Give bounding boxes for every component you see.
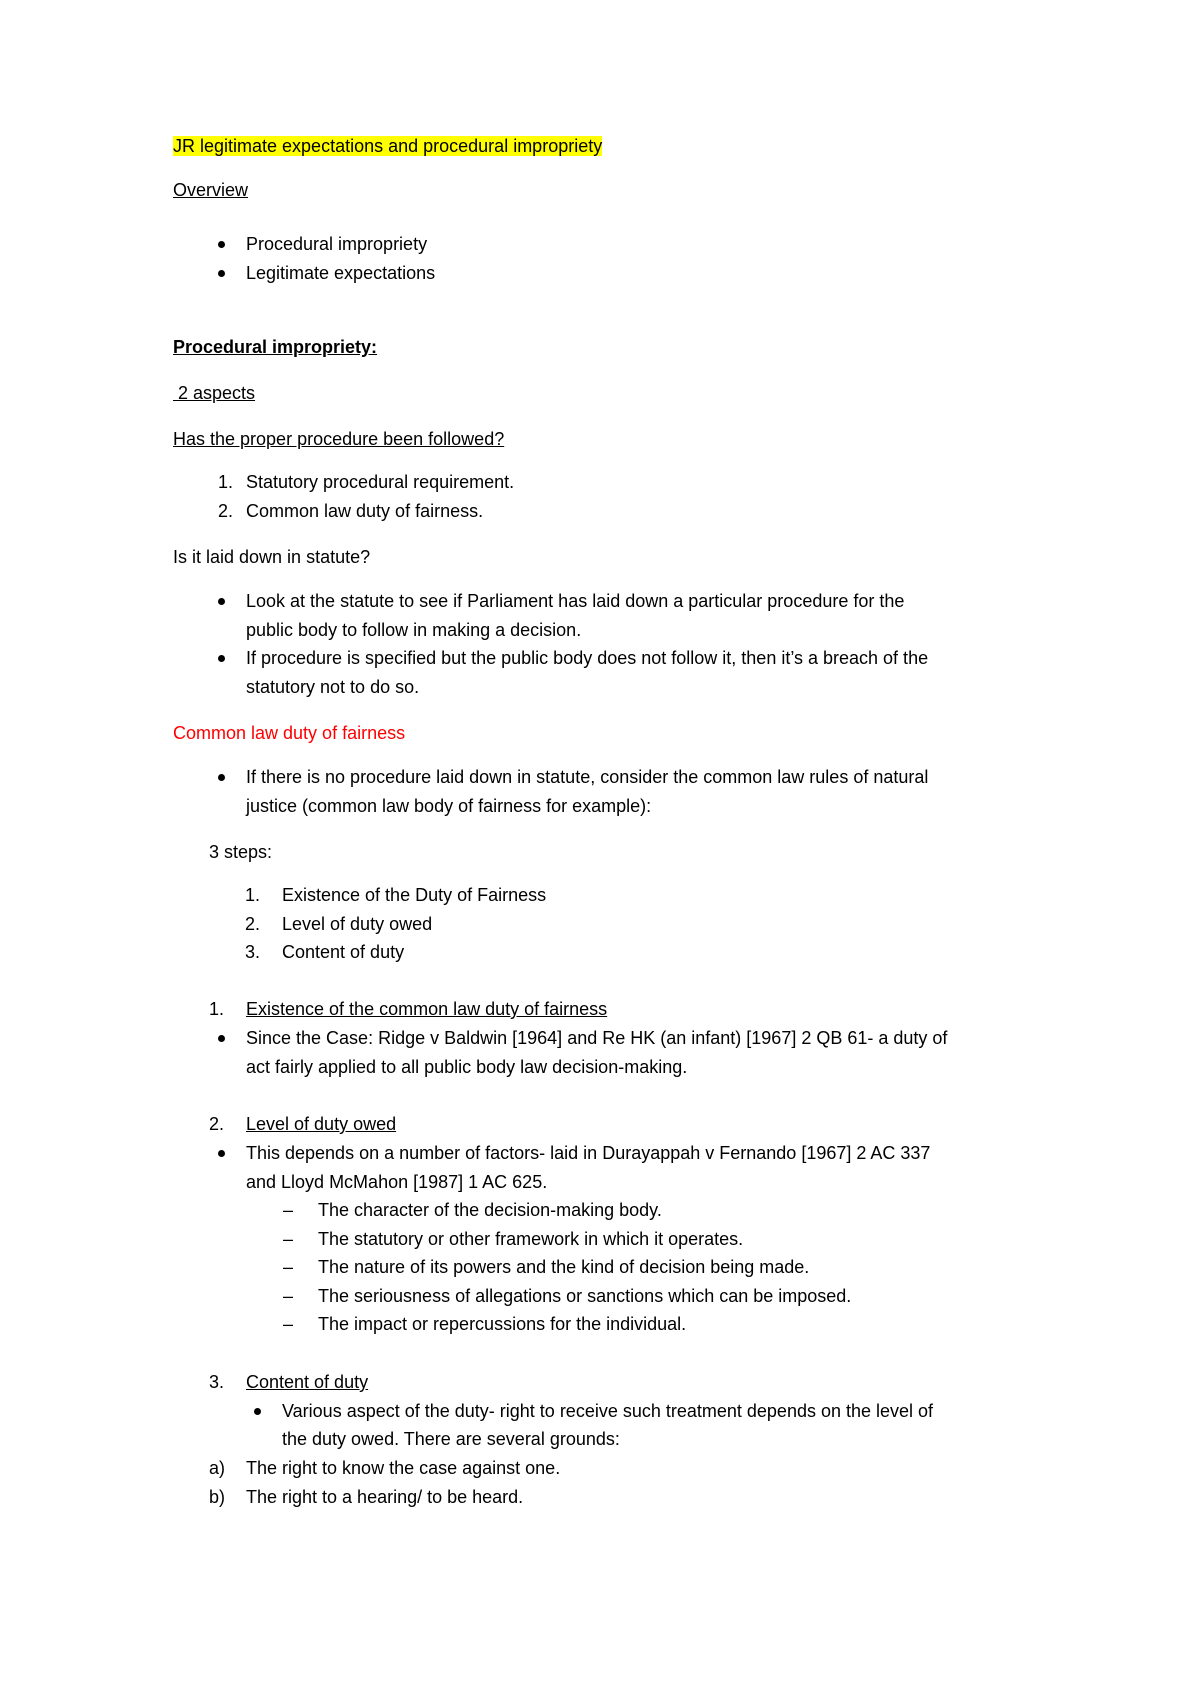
step-item: Existence of the Duty of Fairness — [282, 885, 547, 905]
bullet-text-cont: the duty owed. There are several grounds: — [282, 1429, 620, 1449]
dash-icon: – — [283, 1257, 294, 1277]
list-number: 1. — [218, 472, 234, 492]
document-title — [173, 135, 602, 157]
list-item: Common law duty of fairness. — [246, 501, 484, 521]
list-number: 2. — [218, 501, 234, 521]
list-number: 2. — [245, 914, 261, 934]
bullet-icon — [218, 270, 225, 277]
bullet-icon — [218, 241, 225, 248]
list-letter: b) — [209, 1487, 226, 1507]
bullet-icon — [218, 1035, 225, 1042]
bullet-text-cont: justice (common law body of fairness for example): — [246, 796, 652, 816]
step-item: Level of duty owed — [282, 914, 433, 934]
bullet-text-cont: statutory not to do so. — [246, 677, 420, 697]
bullet-text-cont: public body to follow in making a decision. — [246, 620, 582, 640]
dash-item: The impact or repercussions for the individual. — [318, 1314, 687, 1334]
bullet-text-cont: and Lloyd McMahon [1987] 1 AC 625. — [246, 1172, 548, 1192]
bullet-text-cont: act fairly applied to all public body law decision-making. — [246, 1057, 688, 1077]
pi-heading: Procedural impropriety: — [173, 337, 378, 357]
proper-procedure-question: Has the proper procedure been followed? — [173, 429, 505, 449]
overview-item: Procedural impropriety — [246, 234, 428, 254]
section3-heading: Content of duty — [246, 1372, 369, 1392]
bullet-icon — [254, 1408, 261, 1415]
dash-item: The character of the decision-making body. — [318, 1200, 662, 1220]
bullet-text: Since the Case: Ridge v Baldwin [1964] and Re HK (an infant) [1967] 2 QB 61- a duty of — [246, 1028, 948, 1048]
list-number: 1. — [245, 885, 261, 905]
bullet-text: If procedure is specified but the public body does not follow it, then it’s a breach of the — [246, 648, 929, 668]
common-law-heading: Common law duty of fairness — [173, 723, 406, 743]
step-item: Content of duty — [282, 942, 405, 962]
dash-icon: – — [283, 1229, 294, 1249]
lettered-item: The right to a hearing/ to be heard. — [246, 1487, 524, 1507]
bullet-icon — [218, 774, 225, 781]
bullet-icon — [218, 655, 225, 662]
section-number: 3. — [209, 1372, 225, 1392]
bullet-icon — [218, 1150, 225, 1157]
bullet-text: If there is no procedure laid down in statute, consider the common law rules of natural — [246, 767, 929, 787]
lettered-item: The right to know the case against one. — [246, 1458, 561, 1478]
section-number: 1. — [209, 999, 225, 1019]
statute-question: Is it laid down in statute? — [173, 547, 371, 567]
dash-item: The statutory or other framework in which it operates. — [318, 1229, 744, 1249]
steps-label: 3 steps: — [209, 842, 273, 862]
bullet-text: Look at the statute to see if Parliament has laid down a particular procedure for the — [246, 591, 905, 611]
dash-item: The nature of its powers and the kind of decision being made. — [318, 1257, 810, 1277]
section1-heading: Existence of the common law duty of fairness — [246, 999, 608, 1019]
bullet-icon — [218, 598, 225, 605]
bullet-text: Various aspect of the duty- right to receive such treatment depends on the level of — [282, 1401, 934, 1421]
dash-icon: – — [283, 1286, 294, 1306]
section-number: 2. — [209, 1114, 225, 1134]
list-letter: a) — [209, 1458, 226, 1478]
dash-icon: – — [283, 1314, 294, 1334]
list-number: 3. — [245, 942, 261, 962]
dash-item: The seriousness of allegations or sanctions which can be imposed. — [318, 1286, 852, 1306]
overview-item: Legitimate expectations — [246, 263, 436, 283]
list-item: Statutory procedural requirement. — [246, 472, 515, 492]
title-text: JR legitimate expectations and procedural impropriety — [173, 136, 603, 156]
bullet-text: This depends on a number of factors- laid in Durayappah v Fernando [1967] 2 AC 337 — [246, 1143, 931, 1163]
dash-icon: – — [283, 1200, 294, 1220]
aspects-label: 2 aspects — [173, 383, 256, 403]
section2-heading: Level of duty owed — [246, 1114, 397, 1134]
overview-heading: Overview — [173, 180, 249, 200]
